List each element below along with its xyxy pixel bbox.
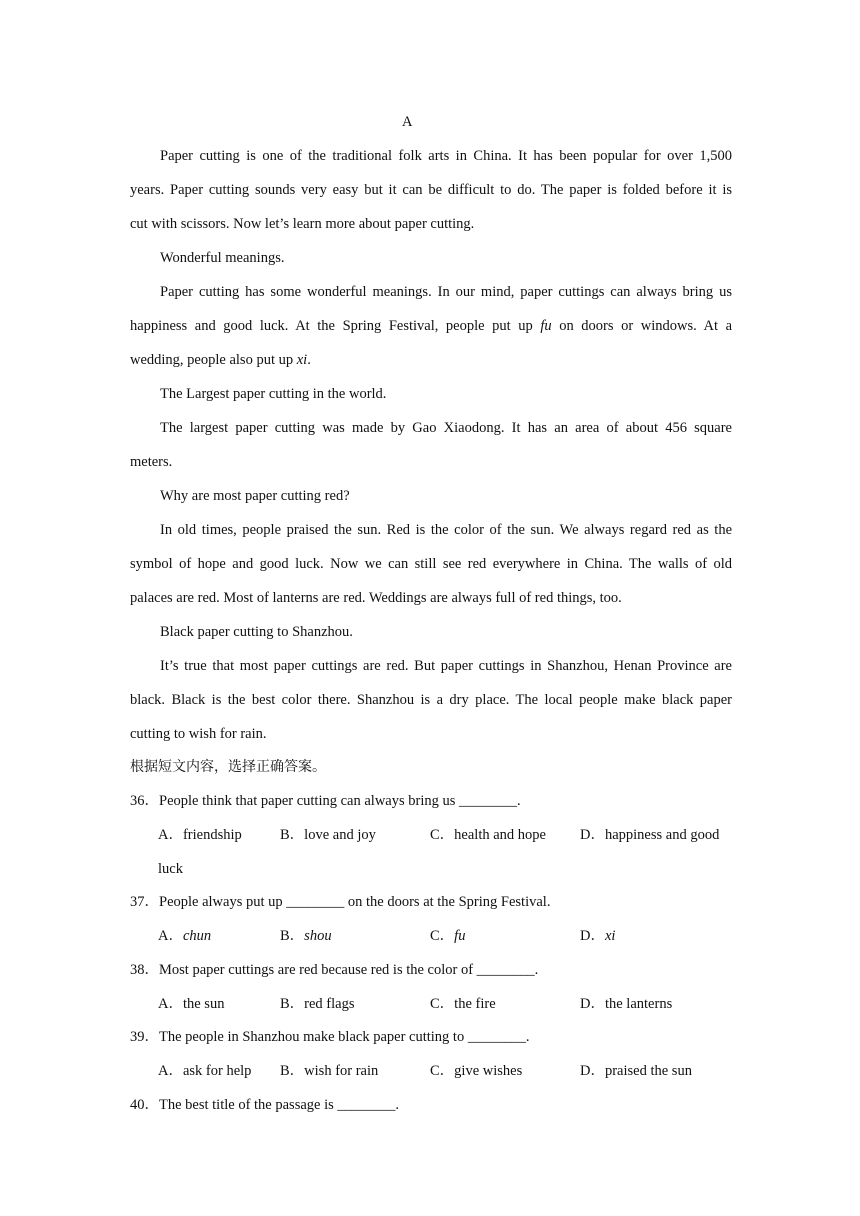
heading-largest-paper-cutting: The Largest paper cutting in the world. (160, 386, 387, 402)
q39-option-d[interactable]: D．praised the sun (580, 1063, 692, 1079)
passage-p1-line2: years. Paper cutting sounds very easy but it can be difficult to do. The paper is folded before it is (130, 182, 732, 198)
passage-p2-line2 (130, 316, 732, 336)
q36-option-c[interactable]: C．health and hope (430, 827, 546, 843)
question-37-stem: 37．People always put up ________ on the doors at the Spring Festival. (130, 894, 551, 910)
p2-word-fu: fu (540, 318, 552, 334)
passage-p1-line1: Paper cutting is one of the traditional folk arts in China. It has been popular for over 1,500 (160, 148, 732, 164)
passage-p4-line2: symbol of hope and good luck. Now we can still see red everywhere in China. The walls of old (130, 556, 732, 572)
q37-option-b-text: shou (304, 928, 332, 944)
passage-p2-line3 (130, 350, 311, 370)
q39-option-b[interactable]: B．wish for rain (280, 1063, 379, 1079)
passage-p5-line1: It’s true that most paper cuttings are red. But paper cuttings in Shanzhou, Henan Province are (160, 658, 732, 674)
q37-option-c-label: C． (430, 928, 455, 944)
heading-black-paper-cutting: Black paper cutting to Shanzhou. (160, 624, 353, 640)
q37-option-d[interactable] (580, 926, 615, 946)
q36-option-d-wrap: luck (158, 861, 183, 877)
section-title: A (402, 114, 413, 130)
heading-wonderful-meanings: Wonderful meanings. (160, 250, 285, 266)
passage-p5-line3: cutting to wish for rain. (130, 726, 267, 742)
question-38-stem: 38．Most paper cuttings are red because red is the color of ________. (130, 962, 539, 978)
q37-option-c-text: fu (454, 928, 466, 944)
q39-option-a[interactable]: A．ask for help (158, 1063, 252, 1079)
p2-line3-part-a: wedding, people also put up (130, 352, 294, 368)
passage-p3-line2: meters. (130, 454, 173, 470)
p2-line3-part-c: . (307, 352, 311, 368)
q37-option-d-label: D． (580, 928, 605, 944)
q37-option-a-label: A． (158, 928, 183, 944)
p2-line2-part-a: happiness and good luck. At the Spring Festival, people put up (130, 318, 533, 334)
heading-why-red: Why are most paper cutting red? (160, 488, 350, 504)
q36-option-a[interactable]: A．friendship (158, 827, 242, 843)
q38-option-c[interactable]: C．the fire (430, 996, 496, 1012)
q37-option-a[interactable] (158, 926, 211, 946)
passage-p2-line1: Paper cutting has some wonderful meanings. In our mind, paper cuttings can always bring us (160, 284, 732, 300)
q36-option-d[interactable]: D．happiness and good (580, 827, 720, 843)
question-36-stem: 36．People think that paper cutting can always bring us ________. (130, 793, 521, 809)
q38-option-a[interactable]: A．the sun (158, 996, 225, 1012)
passage-p4-line1: In old times, people praised the sun. Red is the color of the sun. We always regard red as the (160, 522, 732, 538)
q37-option-d-text: xi (604, 928, 616, 944)
question-39-stem: 39．The people in Shanzhou make black paper cutting to ________. (130, 1029, 530, 1045)
instruction: 根据短文内容，选择正确答案。 (130, 759, 326, 775)
q39-option-c[interactable]: C．give wishes (430, 1063, 523, 1079)
q36-option-b[interactable]: B．love and joy (280, 827, 376, 843)
p2-word-xi: xi (296, 352, 308, 368)
q37-option-b[interactable] (280, 926, 332, 946)
q37-option-b-label: B． (280, 928, 305, 944)
passage-p4-line3: palaces are red. Most of lanterns are red. Weddings are always full of red things, too. (130, 590, 622, 606)
question-40-stem: 40．The best title of the passage is ________. (130, 1097, 400, 1113)
passage-p1-line3: cut with scissors. Now let’s learn more about paper cutting. (130, 216, 475, 232)
passage-p3-line1: The largest paper cutting was made by Gao Xiaodong. It has an area of about 456 square (160, 420, 732, 436)
p2-line2-part-c: on doors or windows. At a (559, 318, 733, 334)
q37-option-a-text: chun (182, 928, 212, 944)
q37-option-c[interactable] (430, 926, 465, 946)
q38-option-b[interactable]: B．red flags (280, 996, 355, 1012)
q38-option-d[interactable]: D．the lanterns (580, 996, 673, 1012)
passage-p5-line2: black. Black is the best color there. Shanzhou is a dry place. The local people make black paper (130, 692, 732, 708)
